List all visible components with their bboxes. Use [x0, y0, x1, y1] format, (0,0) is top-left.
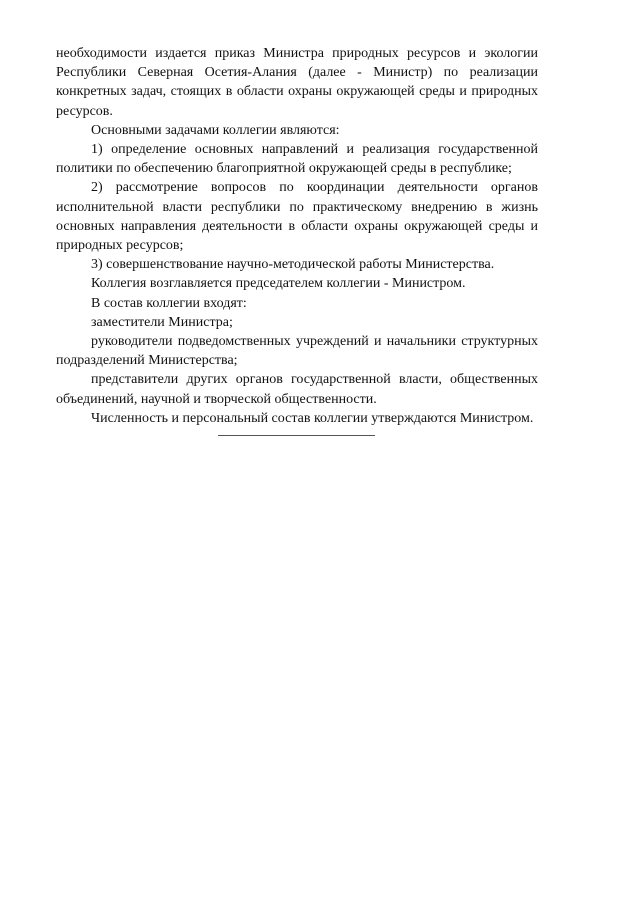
document-body: [56, 44, 538, 428]
paragraph-tasks-heading: Основными задачами коллегии являются:: [91, 122, 340, 138]
paragraph-member-deputies: заместители Министра;: [91, 314, 233, 330]
paragraph-member-representatives: представители других органов государственной власти, общественных объединений, научной и творческой общественности.: [56, 372, 538, 407]
paragraph-composition-heading: В состав коллегии входят:: [91, 295, 247, 311]
end-divider: [218, 435, 375, 436]
paragraph-continuation: необходимости издается приказ Министра природных ресурсов и экологии Республики Северная Осетия-Алания (далее - Министр) по реализации конкретных задач, стоящих в области охраны окружающей среды и природных ресурсов.: [56, 46, 538, 119]
paragraph-task-1: 1) определение основных направлений и реализация государственной политики по обеспечению благоприятной окружающей среды в республике;: [56, 142, 538, 177]
paragraph-task-2: 2) рассмотрение вопросов по координации деятельности органов исполнительной власти республики по практическому внедрению в жизнь основных направления деятельности в области охраны окружающей среды и природных ресурсов;: [56, 180, 538, 254]
paragraph-member-heads: руководители подведомственных учреждений и начальники структурных подразделений Министерства;: [56, 334, 538, 369]
paragraph-chair: Коллегия возглавляется председателем коллегии - Министром.: [91, 276, 466, 292]
paragraph-approval: Численность и персональный состав коллегии утверждаются Министром.: [91, 410, 534, 426]
paragraph-task-3: 3) совершенствование научно-методической работы Министерства.: [91, 257, 495, 273]
